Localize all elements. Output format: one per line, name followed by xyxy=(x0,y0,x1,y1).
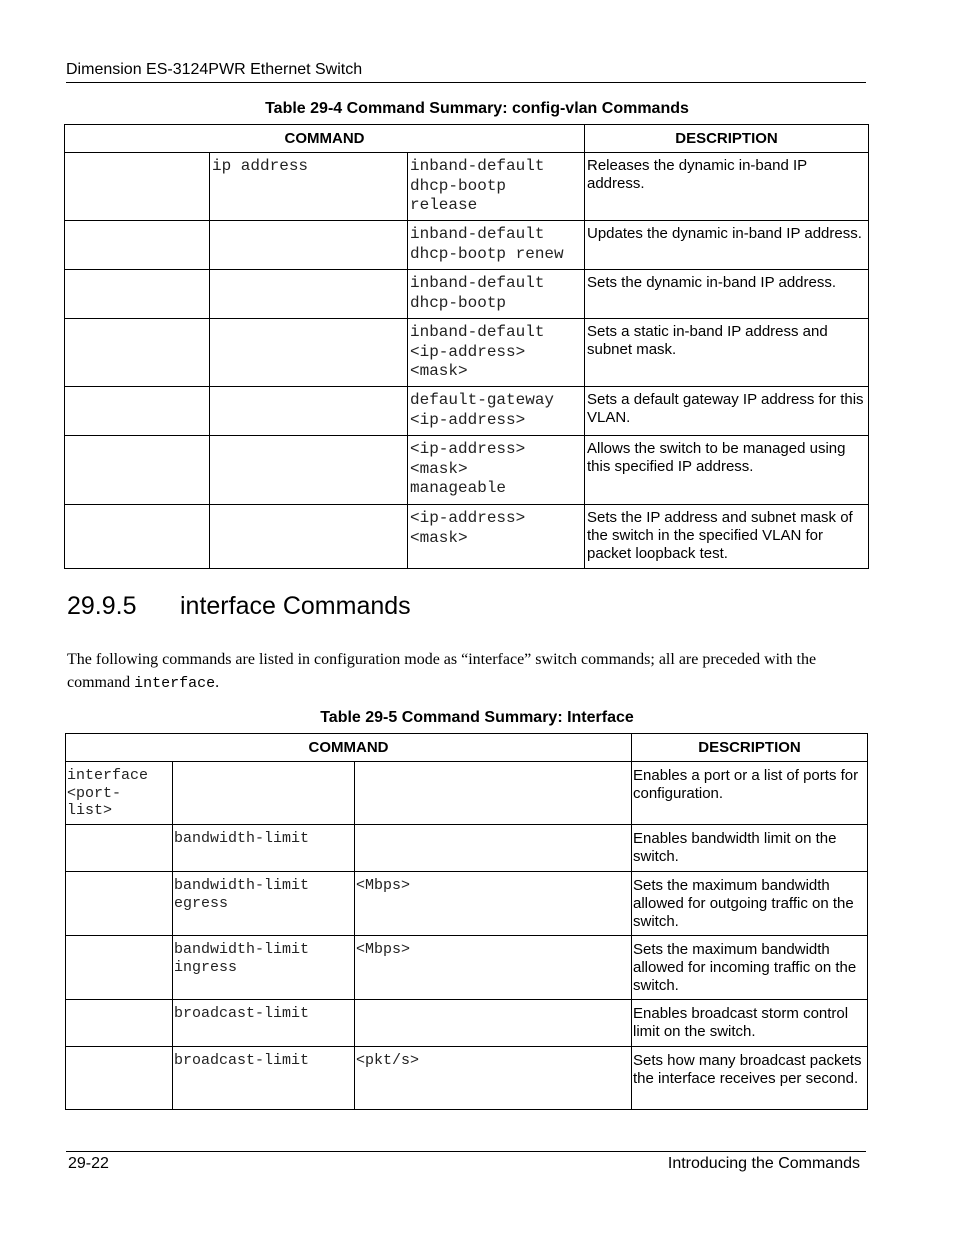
description-cell: Enables broadcast storm control limit on the switch. xyxy=(632,1000,868,1047)
table-row xyxy=(65,387,869,436)
command-cell xyxy=(210,270,408,319)
page-number: 29-22 xyxy=(68,1155,109,1172)
config-vlan-command-table xyxy=(64,124,869,569)
description-cell: Sets the maximum bandwidth allowed for outgoing traffic on the switch. xyxy=(632,872,868,936)
command-cell: bandwidth-limit xyxy=(173,825,355,872)
command-cell xyxy=(65,505,210,569)
table-row xyxy=(65,270,869,319)
table-row xyxy=(66,1000,868,1047)
description-cell: Enables a port or a list of ports for configuration. xyxy=(632,762,868,825)
command-cell: <ip-address> <mask> manageable xyxy=(408,436,585,505)
command-cell: <Mbps> xyxy=(355,936,632,1000)
command-cell xyxy=(66,1000,173,1047)
command-cell: broadcast-limit xyxy=(173,1047,355,1110)
command-cell xyxy=(66,1047,173,1110)
table-row xyxy=(66,762,868,825)
command-cell: broadcast-limit xyxy=(173,1000,355,1047)
description-cell: Enables bandwidth limit on the switch. xyxy=(632,825,868,872)
table-row xyxy=(66,825,868,872)
document-title: Dimension ES-3124PWR Ethernet Switch xyxy=(66,61,363,78)
command-cell xyxy=(210,319,408,387)
page-header xyxy=(66,60,866,83)
description-cell: Sets how many broadcast packets the interface receives per second. xyxy=(632,1047,868,1110)
command-cell xyxy=(65,436,210,505)
command-cell xyxy=(66,825,173,872)
paragraph-text: The following commands are listed in configuration mode as “interface” switch commands; all are preceded with the command xyxy=(67,651,817,691)
command-cell: ip address xyxy=(210,153,408,221)
command-cell xyxy=(66,872,173,936)
table-row xyxy=(65,319,869,387)
column-header-description: DESCRIPTION xyxy=(585,125,869,153)
table-caption: Table 29-4 Command Summary: config-vlan Commands xyxy=(265,100,689,117)
page-footer xyxy=(66,1151,866,1176)
interface-command-table xyxy=(65,733,868,1110)
command-cell: <ip-address> <mask> xyxy=(408,505,585,569)
description-cell: Sets the maximum bandwidth allowed for incoming traffic on the switch. xyxy=(632,936,868,1000)
command-cell: default-gateway <ip-address> xyxy=(408,387,585,436)
description-cell: Sets the IP address and subnet mask of the switch in the specified VLAN for packet loopback test. xyxy=(585,505,869,569)
table-row xyxy=(65,505,869,569)
command-cell xyxy=(65,387,210,436)
section-paragraph xyxy=(67,648,867,695)
section-title: interface Commands xyxy=(180,592,411,620)
command-cell xyxy=(355,1000,632,1047)
description-cell: Updates the dynamic in-band IP address. xyxy=(585,221,869,270)
table-caption: Table 29-5 Command Summary: Interface xyxy=(320,709,634,726)
table-row xyxy=(65,153,869,221)
inline-code: interface xyxy=(134,675,216,692)
table-row xyxy=(65,221,869,270)
table-row xyxy=(66,936,868,1000)
command-cell xyxy=(65,270,210,319)
table-row xyxy=(65,436,869,505)
column-header-command: COMMAND xyxy=(65,125,585,153)
command-cell xyxy=(65,221,210,270)
table-row xyxy=(66,872,868,936)
chapter-title: Introducing the Commands xyxy=(667,1155,860,1172)
description-cell: Sets a static in-band IP address and subnet mask. xyxy=(585,319,869,387)
command-cell: bandwidth-limit egress xyxy=(173,872,355,936)
command-cell: bandwidth-limit ingress xyxy=(173,936,355,1000)
description-cell: Releases the dynamic in-band IP address. xyxy=(585,153,869,221)
command-cell xyxy=(173,762,355,825)
command-cell: <pkt/s> xyxy=(355,1047,632,1110)
command-cell xyxy=(65,319,210,387)
command-cell xyxy=(210,505,408,569)
command-cell xyxy=(355,825,632,872)
paragraph-end: . xyxy=(215,674,220,691)
command-cell: <Mbps> xyxy=(355,872,632,936)
command-cell: inband-default dhcp-bootp release xyxy=(408,153,585,221)
description-cell: Sets a default gateway IP address for this VLAN. xyxy=(585,387,869,436)
section-number: 29.9.5 xyxy=(67,592,137,620)
command-cell: inband-default <ip-address> <mask> xyxy=(408,319,585,387)
table-row xyxy=(66,1047,868,1110)
command-cell: interface <port- list> xyxy=(66,762,173,825)
command-cell xyxy=(355,762,632,825)
column-header-command: COMMAND xyxy=(66,734,632,762)
command-cell xyxy=(210,387,408,436)
column-header-description: DESCRIPTION xyxy=(632,734,868,762)
command-cell xyxy=(210,221,408,270)
command-cell: inband-default dhcp-bootp renew xyxy=(408,221,585,270)
section-heading xyxy=(67,590,411,622)
description-cell: Allows the switch to be managed using this specified IP address. xyxy=(585,436,869,505)
command-cell xyxy=(210,436,408,505)
command-cell xyxy=(65,153,210,221)
command-cell: inband-default dhcp-bootp xyxy=(408,270,585,319)
description-cell: Sets the dynamic in-band IP address. xyxy=(585,270,869,319)
command-cell xyxy=(66,936,173,1000)
